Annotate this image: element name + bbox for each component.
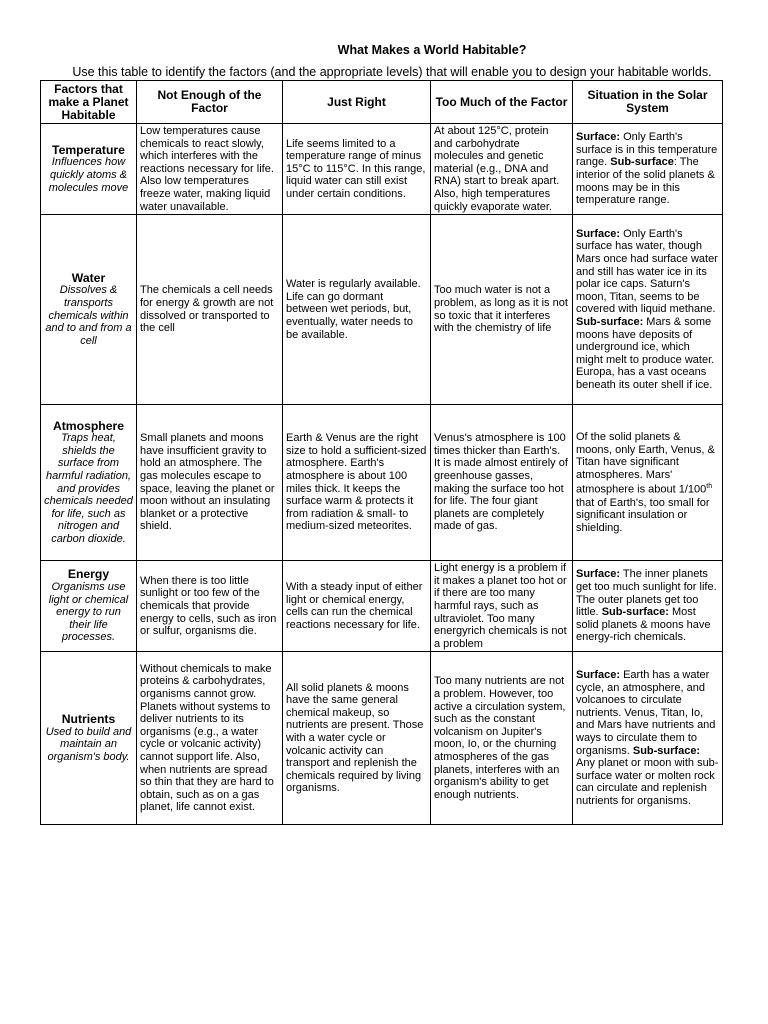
header-situation: Situation in the Solar System bbox=[573, 81, 723, 124]
sub-surface-label: Sub-surface bbox=[610, 156, 674, 169]
just-right-cell: With a steady input of either light or chemical energy, cells can run the chemical reactions necessary for life. bbox=[283, 561, 431, 652]
situation-cell bbox=[573, 561, 723, 652]
sub-surface-label: Sub-surface: bbox=[576, 315, 644, 328]
situation-text: Of the solid planets & moons, only Earth, Venus, & Titan have significant atmospheres. Mars' atmosphere is about 1/100 bbox=[576, 430, 715, 496]
superscript-th: th bbox=[706, 483, 713, 491]
factor-description: Used to build and maintain an organism's body. bbox=[45, 725, 132, 763]
sub-surface-text: Mars & some moons have deposits of underground ice, which might melt to produce water. Europa, has a vast oceans beneath its outer shell if ice. bbox=[576, 315, 715, 391]
situation-text-end: that of Earth's, too small for significant insulation or shielding. bbox=[576, 496, 710, 534]
page-title: What Makes a World Habitable? bbox=[337, 43, 527, 57]
factor-description: Dissolves & transports chemicals within and to and from a cell bbox=[45, 284, 132, 347]
sub-surface-label: Sub-surface: bbox=[601, 606, 669, 619]
just-right-cell: All solid planets & moons have the same general chemical makeup, so nutrients are present. Those with a water cycle or volcanic activity can transport and replenish the chemicals required by living organisms. bbox=[283, 652, 431, 825]
surface-text: Earth has a water cycle, an atmosphere, and volcanoes to circulate nutrients. Venus, Titan, Io, and Mars have nutrients and ways to circulate them to organisms. bbox=[576, 669, 716, 757]
surface-label: Surface: bbox=[576, 669, 621, 682]
just-right-cell: Life seems limited to a temperature range of minus 15°C to 115°C. In this range, liquid water can still exist under certain conditions. bbox=[283, 124, 431, 215]
surface-text: The inner planets get too much sunlight for life. The outer planets get too little. bbox=[576, 568, 717, 619]
table-row bbox=[41, 124, 723, 215]
factor-description: Organisms use light or chemical energy to run their life processes. bbox=[48, 581, 129, 644]
surface-label: Surface: bbox=[576, 568, 621, 581]
surface-label: Surface: bbox=[576, 131, 621, 144]
header-just-right: Just Right bbox=[283, 81, 431, 124]
just-right-cell: Earth & Venus are the right size to hold a sufficient-sized atmosphere. Earth's atmosphere is about 100 miles thick. It keeps the surface warm & protects it from radiation & small- to medium-sized meteorites. bbox=[283, 405, 431, 561]
situation-cell bbox=[573, 215, 723, 405]
not-enough-cell: Small planets and moons have insufficient gravity to hold an atmosphere. The gas molecules escape to space, leaving the planet or moon without an insulating blanket or a protective shield. bbox=[137, 405, 283, 561]
table-header-row bbox=[41, 81, 723, 124]
surface-text: Only Earth's surface has water, though Mars once had surface water and still has water ice in its polar ice caps. Saturn's moon, Titan, seems to be covered with liquid methane. bbox=[576, 227, 718, 316]
factor-name: Temperature bbox=[52, 142, 125, 157]
surface-text: Only Earth's surface is in this temperature range. bbox=[576, 131, 718, 169]
sub-surface-text: Any planet or moon with sub-surface water or molten rock can circulate and replenish nutrients for organisms. bbox=[576, 757, 719, 807]
table-row bbox=[41, 215, 723, 405]
sub-surface-text: : The interior of the solid planets & moons may be in this temperature range. bbox=[576, 156, 715, 207]
header-too-much: Too Much of the Factor bbox=[431, 81, 573, 124]
table-row bbox=[41, 561, 723, 652]
too-much-cell: Too much water is not a problem, as long as it is not so toxic that it interferes with the chemistry of life bbox=[431, 215, 573, 405]
factor-name: Energy bbox=[67, 567, 110, 582]
header-factors: Factors that make a Planet Habitable bbox=[41, 81, 137, 124]
header-not-enough: Not Enough of the Factor bbox=[137, 81, 283, 124]
factor-name: Water bbox=[71, 270, 106, 285]
surface-label: Surface: bbox=[576, 227, 621, 240]
too-much-cell: Light energy is a problem if it makes a planet too hot or if there are too many harmful rays, such as ultraviolet. Too many energyrich chemicals is not a problem bbox=[431, 561, 573, 652]
factor-description: Traps heat, shields the surface from harmful radiation, and provides chemicals needed for life, such as nitrogen and carbon dioxide. bbox=[44, 432, 133, 546]
factor-cell bbox=[41, 561, 137, 652]
factor-name: Nutrients bbox=[61, 712, 116, 727]
not-enough-cell: Without chemicals to make proteins & carbohydrates, organisms cannot grow. Planets without systems to deliver nutrients to its organisms (e.g., a water cycle or volcanic activity) cannot support life. Also, when nutrients are spread so thin that they are hard to obtain, such as on a gas planet, life cannot exist. bbox=[137, 652, 283, 825]
factor-cell bbox=[41, 652, 137, 825]
not-enough-cell: When there is too little sunlight or too few of the chemicals that provide energy to cells, such as iron or sulfur, organisms die. bbox=[137, 561, 283, 652]
intro-text: Use this table to identify the factors (and the appropriate levels) that will enable you to design your habitable worlds. bbox=[72, 65, 712, 79]
table-row bbox=[41, 652, 723, 825]
not-enough-cell: The chemicals a cell needs for energy & growth are not dissolved or transported to the cell bbox=[137, 215, 283, 405]
not-enough-cell: Low temperatures cause chemicals to react slowly, which interferes with the reactions necessary for life. Also low temperatures freeze water, making liquid water unavailable. bbox=[137, 124, 283, 215]
sub-surface-text: Most solid planets & moons have energy-rich chemicals. bbox=[576, 606, 711, 644]
just-right-cell: Water is regularly available. Life can go dormant between wet periods, but, eventually, water needs to be available. bbox=[283, 215, 431, 405]
table-row bbox=[41, 405, 723, 561]
sub-surface-label: Sub-surface: bbox=[632, 744, 701, 757]
factor-cell bbox=[41, 215, 137, 405]
factor-description: Influences how quickly atoms & molecules move bbox=[48, 156, 129, 194]
situation-cell bbox=[573, 652, 723, 825]
too-much-cell: Venus's atmosphere is 100 times thicker than Earth's. It is made almost entirely of greenhouse gasses, making the surface too hot for life. The four giant planets are completely made of gas. bbox=[431, 405, 573, 561]
factor-cell bbox=[41, 405, 137, 561]
too-much-cell: Too many nutrients are not a problem. However, too active a circulation system, such as the constant volcanism on Jupiter's moon, Io, or the churning atmospheres of the gas planets, interferes with an organism's ability to get enough nutrients. bbox=[431, 652, 573, 825]
habitability-table bbox=[40, 80, 723, 825]
factor-cell bbox=[41, 124, 137, 215]
too-much-cell: At about 125°C, protein and carbohydrate molecules and genetic material (e.g., DNA and RNA) start to break apart. Also, high temperatures quickly evaporate water. bbox=[431, 124, 573, 215]
factor-name: Atmosphere bbox=[52, 418, 125, 433]
situation-cell bbox=[573, 124, 723, 215]
situation-cell bbox=[573, 405, 723, 561]
